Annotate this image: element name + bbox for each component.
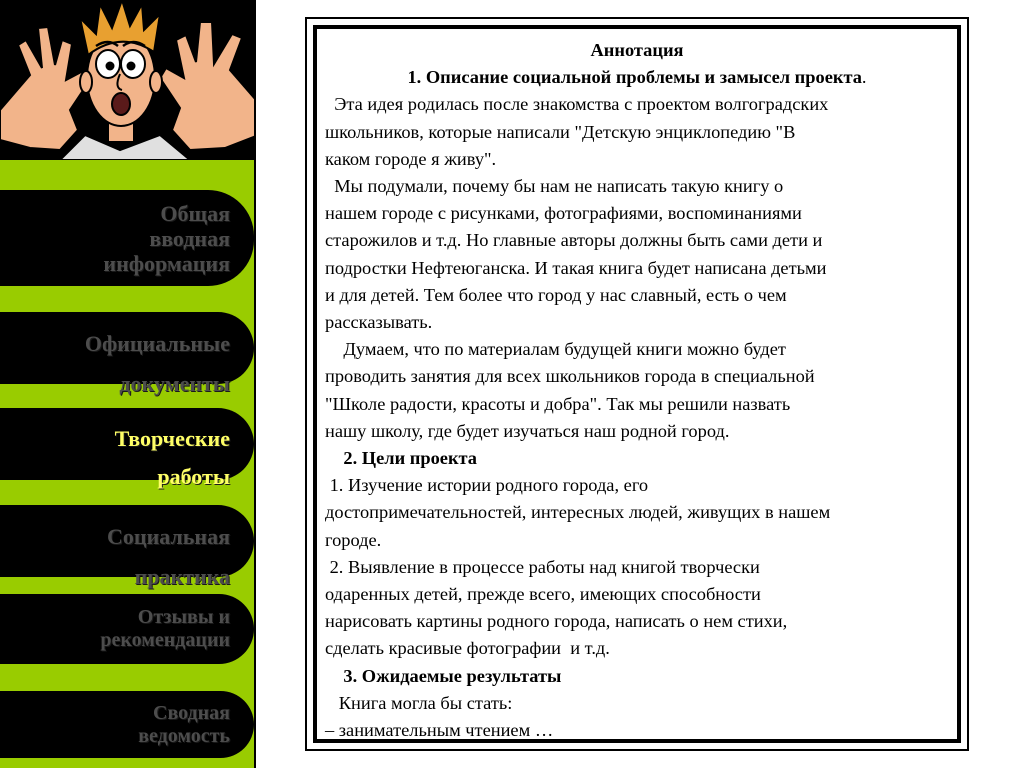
nav-summary-button[interactable] (0, 691, 254, 758)
nav-social-practice-button[interactable] (0, 505, 254, 589)
nav-label-line: информация (103, 250, 230, 276)
section1-heading: 1. Описание социальной проблемы и замысел проекта (407, 67, 862, 88)
annotation-title: Аннотация (590, 40, 684, 60)
goal-line: сделать красивые фотографии и т.д. (325, 638, 610, 659)
paragraph-line: нашем городе с рисунками, фотографиями, воспоминаниями (325, 203, 802, 224)
section3-heading: 3. Ожидаемые результаты (325, 665, 562, 686)
nav-label-line: Социальная (107, 524, 230, 549)
annotation-document (325, 37, 949, 743)
nav-label-line: документы (119, 371, 230, 396)
result-line: – занимательным чтением … (325, 720, 554, 741)
paragraph-line: нашу школу, где будет изучаться наш родной город. (325, 420, 730, 441)
goal-line: одаренных детей, прежде всего, имеющих способности (325, 584, 761, 605)
nav-label-line: Сводная (153, 701, 230, 724)
nav-label-line: Отзывы и (137, 606, 230, 628)
nav-label-line: Творческие (114, 426, 230, 451)
section2-heading: 2. Цели проекта (325, 448, 477, 469)
nav-label-line: практика (134, 564, 230, 589)
cartoon-mascot-icon (0, 0, 256, 160)
section1-heading-tail: . (861, 67, 867, 88)
annotation-inner-border (313, 25, 961, 743)
nav-general-info-button[interactable] (0, 190, 254, 286)
nav-official-documents-button[interactable] (0, 312, 254, 396)
paragraph-line: Мы подумали, почему бы нам не написать такую книгу о (325, 176, 784, 197)
paragraph-line: и для детей. Тем более что город у нас славный, есть о чем (325, 284, 787, 305)
paragraph-line: "Школе радости, красоты и добра". Так мы решили назвать (325, 393, 791, 414)
sidebar-header (0, 0, 256, 160)
paragraph-line: Думаем, что по материалам будущей книги можно будет (325, 339, 786, 360)
paragraph-line: рассказывать. (325, 312, 433, 333)
goal-line: 1. Изучение истории родного города, его (325, 475, 649, 496)
paragraph-line: подростки Нефтеюганска. И такая книга будет написана детьми (325, 257, 827, 278)
goal-line: нарисовать картины родного города, написать о нем стихи, (325, 611, 788, 632)
section1-heading-line (325, 64, 949, 91)
nav-label-line: работы (157, 464, 230, 489)
result-line: Книга могла бы стать: (325, 692, 513, 713)
paragraph-line: Эта идея родилась после знакомства с проектом волгоградских (325, 94, 829, 115)
paragraph-line: проводить занятия для всех школьников города в специальной (325, 366, 815, 387)
annotation-frame (305, 17, 969, 751)
nav-label-line: вводная (149, 225, 230, 251)
paragraph-line: школьников, которые написали "Детскую энциклопедию "В (325, 121, 796, 142)
nav-label-line: Официальные (84, 331, 230, 356)
nav-label-line: ведомость (138, 724, 230, 747)
nav-label-line: рекомендации (100, 629, 230, 651)
sidebar (0, 0, 256, 768)
nav-creative-works-button[interactable] (0, 408, 254, 489)
goal-line: достопримечательностей, интересных людей, живущих в нашем (325, 502, 831, 523)
goal-line: городе. (325, 529, 382, 550)
nav-reviews-button[interactable] (0, 594, 254, 664)
paragraph-line: каком городе я живу". (325, 148, 497, 169)
goal-line: 2. Выявление в процессе работы над книгой творчески (325, 556, 760, 577)
nav-label-line: Общая (160, 200, 230, 226)
paragraph-line: старожилов и т.д. Но главные авторы должны быть сами дети и (325, 230, 823, 251)
